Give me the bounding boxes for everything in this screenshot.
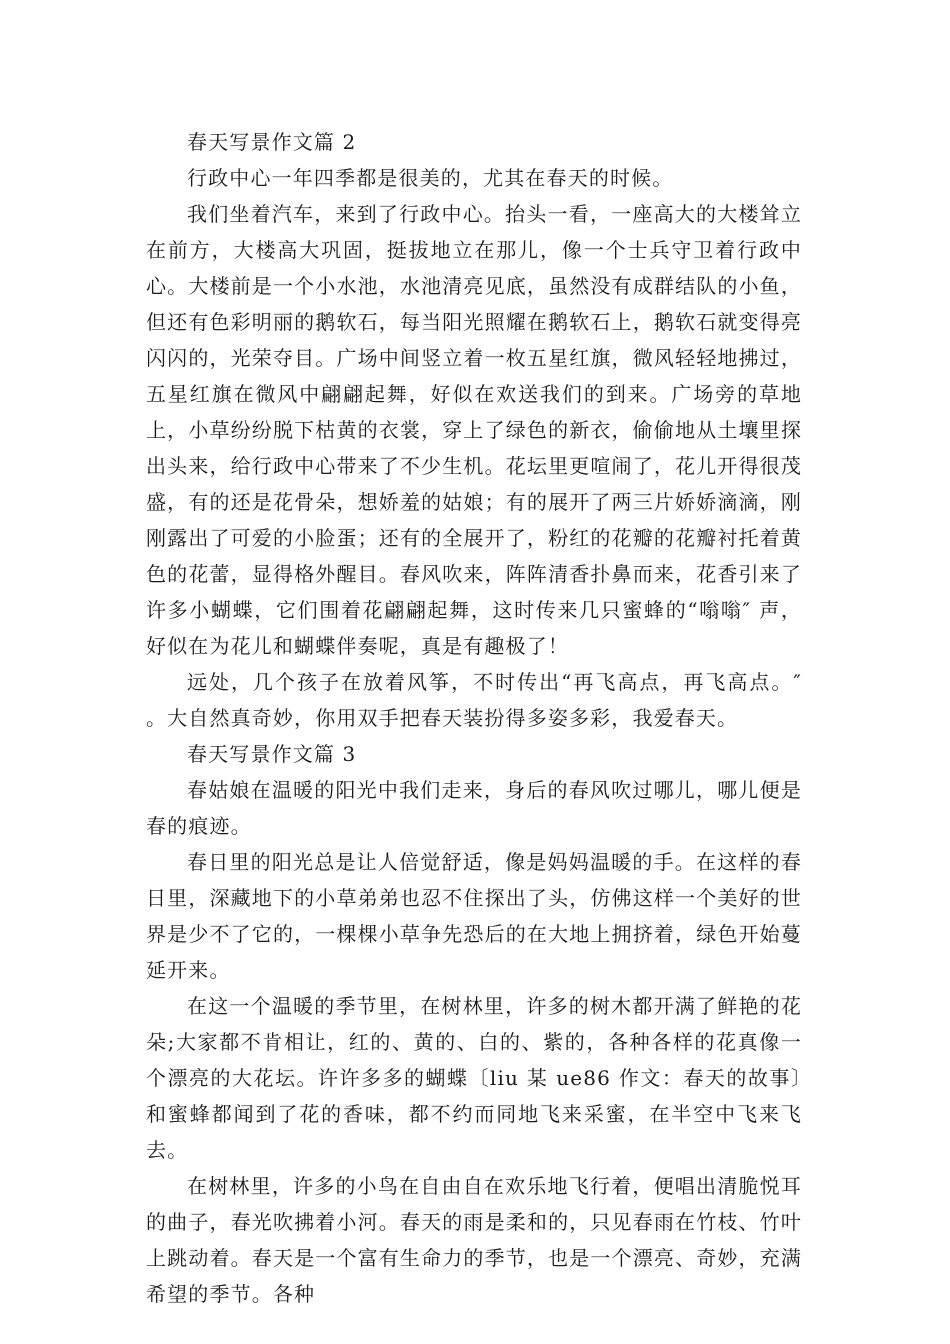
paragraph: 在这一个温暖的季节里，在树林里，许多的树木都开满了鲜艳的花朵;大家都不肯相让，红的、黄的、白的、紫的，各种各样的花真像一个漂亮的大花坛。许许多多的蝴蝶〔liu 某 ue86 作文：春天的故事〕和蜜蜂都闻到了花的香味，都不约而同地飞来采蜜，在半空中飞来飞去。 <box>146 994 802 1162</box>
paragraph: 春日里的阳光总是让人倍觉舒适，像是妈妈温暖的手。在这样的春日里，深藏地下的小草弟弟也忍不住探出了头，仿佛这样一个美好的世界是少不了它的，一棵棵小草争先恐后的在大地上拥挤着，绿色开始蔓延开来。 <box>146 850 802 982</box>
paragraph: 春姑娘在温暖的阳光中我们走来，身后的春风吹过哪儿，哪儿便是春的痕迹。 <box>146 778 802 838</box>
section-heading: 春天写景作文篇 2 <box>187 130 357 154</box>
document-page <box>146 124 802 1312</box>
paragraph: 行政中心一年四季都是很美的，尤其在春天的时候。 <box>187 166 674 190</box>
paragraph: 远处，几个孩子在放着风筝，不时传出“再飞高点，再飞高点。″ 。大自然真奇妙，你用双手把春天装扮得多姿多彩，我爱春天。 <box>146 670 802 730</box>
paragraph: 在树林里，许多的小鸟在自由自在欢乐地飞行着，便唱出清脆悦耳的曲子，春光吹拂着小河。春天的雨是柔和的，只见春雨在竹枝、竹叶上跳动着。春天是一个富有生命力的季节，也是一个漂亮、奇妙，充满希望的季节。各种 <box>146 1174 802 1306</box>
section-heading: 春天写景作文篇 3 <box>187 742 357 766</box>
paragraph: 我们坐着汽车，来到了行政中心。抬头一看，一座高大的大楼耸立在前方，大楼高大巩固，挺拔地立在那儿，像一个士兵守卫着行政中心。大楼前是一个小水池，水池清亮见底，虽然没有成群结队的小鱼，但还有色彩明丽的鹅软石，每当阳光照耀在鹅软石上，鹅软石就变得亮闪闪的，光荣夺目。广场中间竖立着一枚五星红旗，微风轻轻地拂过，五星红旗在微风中翩翩起舞，好似在欢送我们的到来。广场旁的草地上，小草纷纷脱下枯黄的衣裳，穿上了绿色的新衣，偷偷地从土壤里探出头来，给行政中心带来了不少生机。花坛里更喧闹了，花儿开得很茂盛，有的还是花骨朵，想娇羞的姑娘；有的展开了两三片娇娇滴滴，刚刚露出了可爱的小脸蛋；还有的全展开了，粉红的花瓣的花瓣衬托着黄色的花蕾，显得格外醒目。春风吹来，阵阵清香扑鼻而来，花香引来了许多小蝴蝶，它们围着花翩翩起舞，这时传来几只蜜蜂的“嗡嗡″ 声，好似在为花儿和蝴蝶伴奏呢，真是有趣极了！ <box>146 202 802 658</box>
